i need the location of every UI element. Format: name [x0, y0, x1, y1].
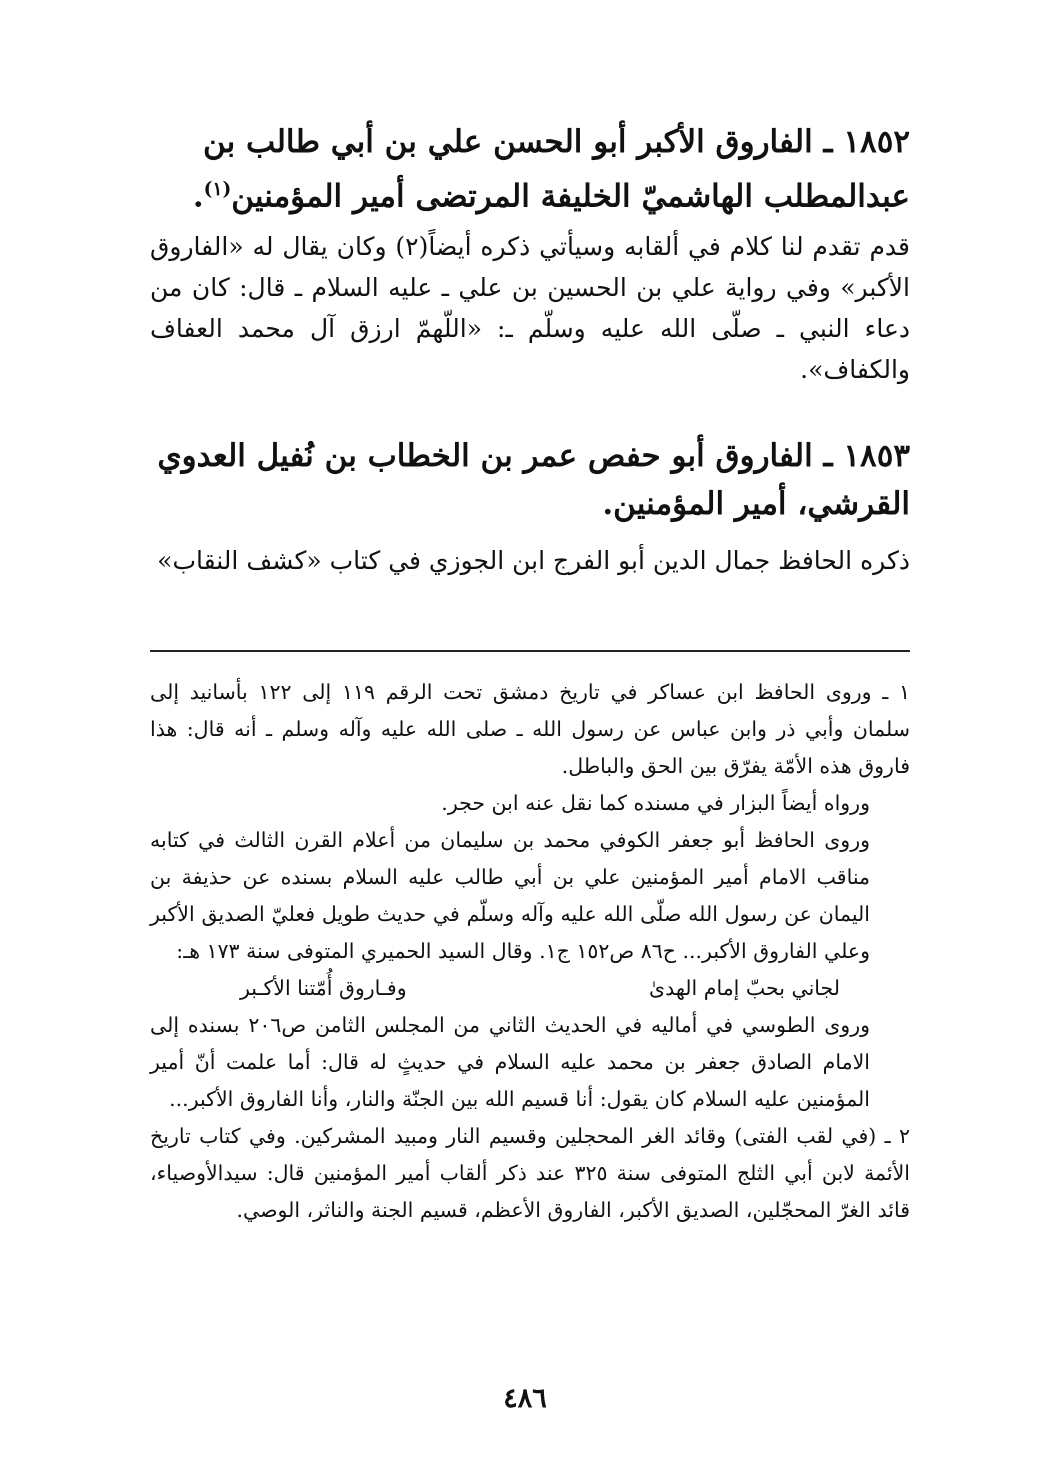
verse-second-hemistich: وفـاروق أُمّتنا الأكـبر: [240, 976, 407, 1000]
footnote-2: ٢ ـ (في لقب الفتى) وقائد الغر المحجلين وقسيم النار ومبيد المشركين. وفي كتاب تاريخ الأئمة لابن أبي الثلج المتوفى سنة ٣٢٥ عند ذكر ألقاب أمير المؤمنين قال: سيدالأوصياء، قائد الغرّ المحجّلين، الصديق الأكبر، الفاروق الأعظم، قسيم الجنة والناثر، الوصي.: [150, 1124, 911, 1222]
footnote-1-para-1: ١ ـ وروى الحافظ ابن عساكر في تاريخ دمشق تحت الرقم ١١٩ إلى ١٢٢ بأسانيد إلى سلمان وأبي ذر وابن عباس عن رسول الله ـ صلى الله عليه وآله وسلم ـ أنه قال: هذا فاروق هذه الأمّة يفرّق بين الحق والباطل.: [150, 680, 911, 778]
footnote-divider: [150, 650, 910, 652]
footnote-1-para-4: وروى الطوسي في أماليه في الحديث الثاني من المجلس الثامن ص٢٠٦ بسنده إلى الامام الصادق جعفر بن محمد عليه السلام في حديثٍ له قال: أما علمت أنّ أمير المؤمنين عليه السلام كان يقول: أنا قسيم الله بين الجنّة والنار، وأنا الفاروق الأكبر...: [150, 1013, 870, 1111]
verse-first-hemistich: لجاني بحبّ إمام الهدىٰ: [649, 976, 840, 1000]
entry-1852-title: ١٨٥٢ ـ الفاروق الأكبر أبو الحسن علي بن أبي طالب بن عبدالمطلب الهاشميّ الخليفة المرتضى أمير المؤمنين$^{(١)}$.: [192, 124, 910, 215]
page-number: ٤٨٦: [503, 1383, 547, 1414]
footnotes: [150, 674, 910, 1229]
entry-1853-title: ١٨٥٣ ـ الفاروق أبو حفص عمر بن الخطاب بن نُفيل العدوي القرشي، أمير المؤمنين.: [157, 438, 910, 522]
footnote-ref-1: (١): [203, 179, 232, 200]
footnote-1-para-3: وروى الحافظ أبو جعفر الكوفي محمد بن سليمان من أعلام القرن الثالث في كتابه مناقب الامام أمير المؤمنين علي بن أبي طالب عليه السلام بسنده عن حذيفة بن اليمان عن رسول الله صلّى الله عليه وآله وسلّم في حديث طويل فعليّ الصديق الأكبر وعلي الفاروق الأكبر... ح٨٦ ص١٥٢ ج١. وقال السيد الحميري المتوفى سنة ١٧٣ هـ:: [150, 828, 871, 963]
poem-verse: [150, 970, 910, 1007]
footnote-1-para-2: ورواه أيضاً البزار في مسنده كما نقل عنه ابن حجر.: [441, 791, 870, 815]
entry-1852-body: قدم تقدم لنا كلام في ألقابه وسيأتي ذكره أيضاً(٢) وكان يقال له «الفاروق الأكبر» وفي رواية علي بن الحسين بن علي ـ عليه السلام ـ قال: كان من دعاء النبي ـ صلّى الله عليه وسلّم ـ: «اللّهمّ ارزق آل محمد العفاف والكفاف».: [150, 232, 911, 384]
entry-1853-body: ذكره الحافظ جمال الدين أبو الفرج ابن الجوزي في كتاب «كشف النقاب»: [157, 546, 910, 575]
